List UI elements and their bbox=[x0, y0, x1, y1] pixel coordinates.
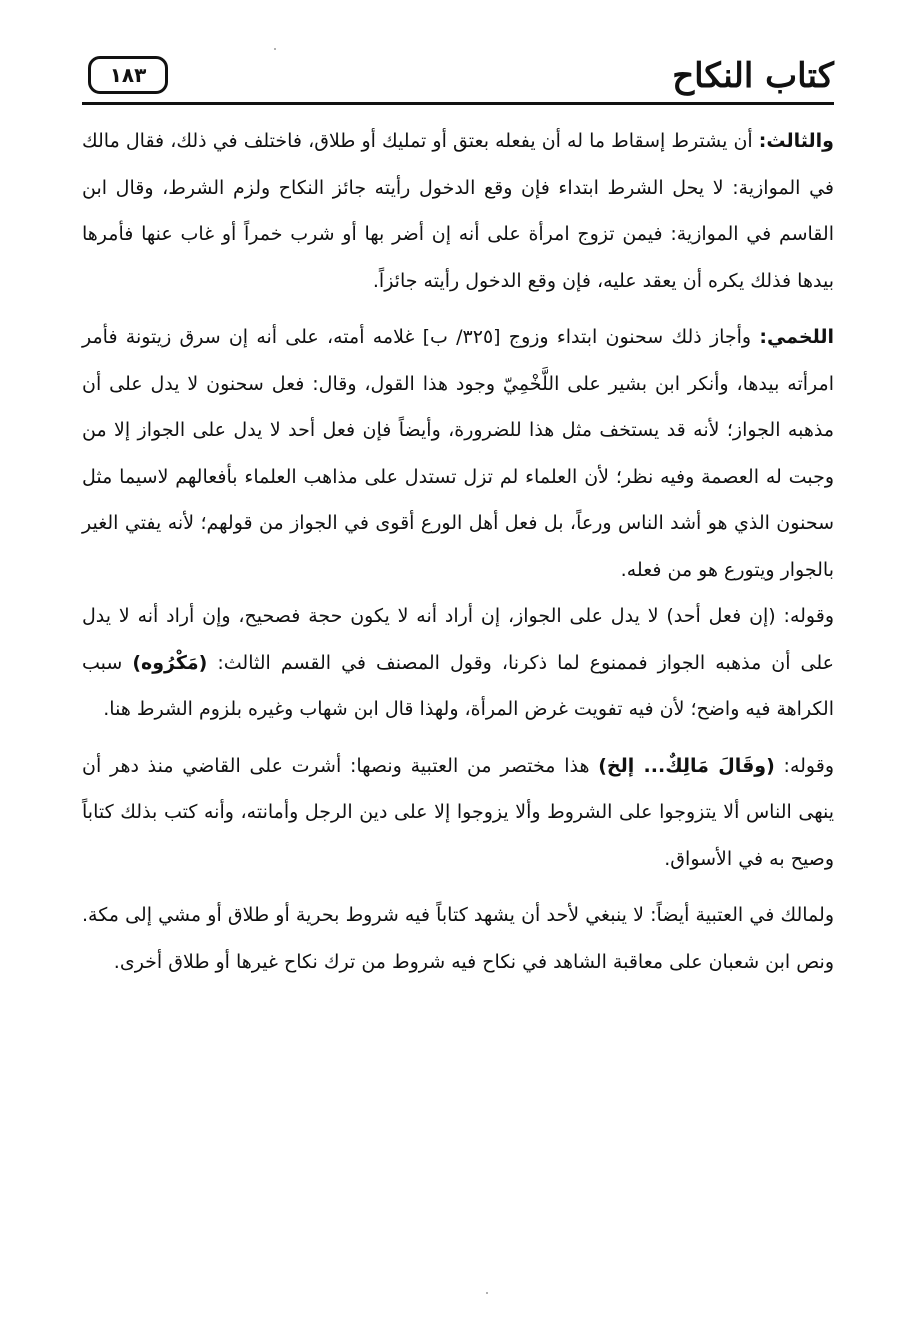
paragraph-text: أن يشترط إسقاط ما له أن يفعله بعتق أو تمليك أو طلاق، فاختلف في ذلك، فقال مالك في الموازية: لا يحل الشرط ابتداء فإن وقع الدخول رأيته جائز النكاح ولزم الشرط، وقال ابن القاسم في الموازية: فيمن تزوج امرأة على أنه إن أضر بها أو شرب خمراً أو غاب عنها فأمرها بيدها فذلك يكره أن يعقد عليه، فإن وقع الدخول رأيته جائزاً. bbox=[82, 130, 834, 292]
paragraph-text: سبب الكراهة فيه واضح؛ لأن فيه تفويت غرض المرأة، ولهذا قال ابن شهاب وغيره بلزوم الشرط هنا. bbox=[82, 651, 834, 720]
paragraph-third-condition bbox=[82, 118, 834, 304]
paragraph-text: وقوله: bbox=[774, 754, 834, 777]
paragraph-text: هذا مختصر من العتبية ونصها: أشرت على القاضي منذ دهر أن ينهى الناس ألا يتزوجوا على الشروط وألا يزوجوا إلا على دين الرجل وأمانته، وأنه كتب بذلك كتاباً وصيح به في الأسواق. bbox=[82, 754, 834, 870]
paragraph-lead: اللخمي: bbox=[759, 326, 834, 348]
paragraph-text: وقوله: (إن فعل أحد) لا يدل على الجواز، إن أراد أنه لا يكون حجة فصحيح، وإن أراد أنه لا يدل على أن مذهبه الجواز فممنوع لما ذكرنا، وقول المصنف في القسم الثالث: bbox=[82, 605, 834, 674]
paragraph-lakhmi bbox=[82, 314, 834, 593]
paragraph-lead: والثالث: bbox=[758, 130, 834, 152]
paragraph-text: ولمالك في العتبية أيضاً: لا ينبغي لأحد أن يشهد كتاباً فيه شروط بحرية أو طلاق أو مشي إلى مكة. ونص ابن شعبان على معاقبة الشاهد في نكاح فيه شروط من ترك نكاح غيرها أو طلاق أخرى. bbox=[82, 904, 834, 973]
scan-speck bbox=[486, 1292, 488, 1294]
paragraph-commentary-malik bbox=[82, 743, 834, 883]
quoted-term: (وقَالَ مَالِكٌ... إلخ) bbox=[598, 754, 775, 777]
scan-speck bbox=[274, 48, 276, 50]
header-divider bbox=[82, 102, 834, 105]
page-header bbox=[82, 52, 834, 106]
book-title: كتاب النكاح bbox=[672, 56, 834, 96]
paragraph-utbiyya bbox=[82, 892, 834, 985]
page-body bbox=[82, 118, 834, 985]
paragraph-text: وأجاز ذلك سحنون ابتداء وزوج [٣٢٥/ ب] غلامه أمته، على أنه إن سرق زيتونة فأمر امرأته بيدها، وأنكر ابن بشير على اللَّخْمِيّ وجود هذا القول، وقال: فعل سحنون لا يدل على أن مذهبه الجواز؛ لأنه قد يستخف مثل هذا للضرورة، وأيضاً فإن فعل أحد لا يدل على الجواز إلا من وجبت له العصمة وفيه نظر؛ لأن العلماء لم تزل تستدل على مذاهب العلماء بأفعالهم لاسيما مثل سحنون الذي هو أشد الناس ورعاً، بل فعل أهل الورع أقوى في الجواز من قولهم؛ لأنه يفتي الغير بالجوار ويتورع هو من فعله. bbox=[82, 326, 834, 581]
page-number: ١٨٣ bbox=[88, 56, 168, 94]
quoted-term: (مَكْرُوه) bbox=[132, 651, 208, 674]
paragraph-commentary-makruh bbox=[82, 593, 834, 733]
